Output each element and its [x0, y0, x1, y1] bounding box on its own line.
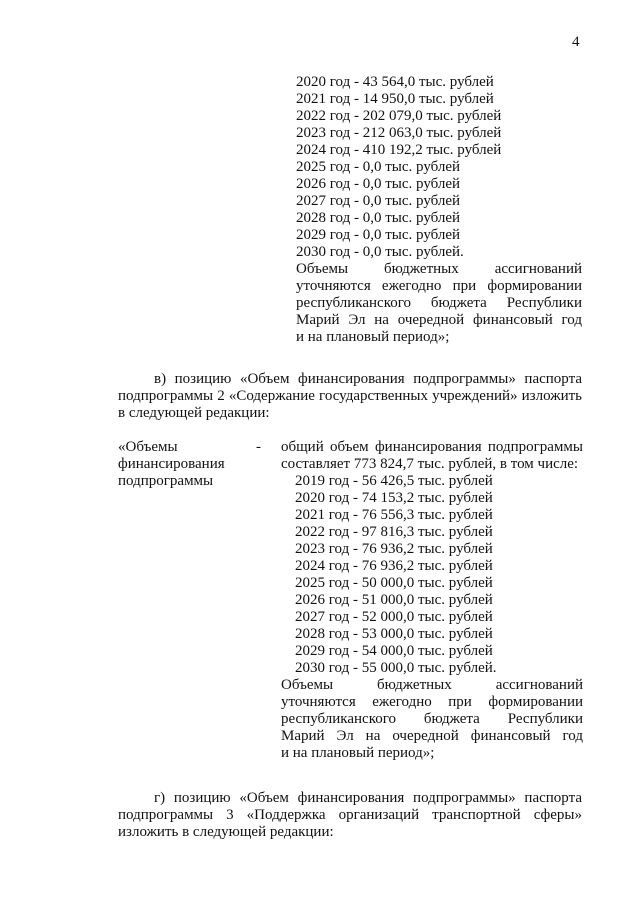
yearly-volumes-list: [281, 473, 583, 677]
year-volume-line: 2020 год - 74 153,2 тыс. рублей: [295, 490, 493, 506]
budget-note: [281, 677, 583, 762]
note-line: республиканского бюджета Республики: [296, 295, 582, 311]
year-volume-line: 2021 год - 76 556,3 тыс. рублей: [295, 507, 493, 523]
year-volume-line: 2029 год - 54 000,0 тыс. рублей: [295, 643, 493, 659]
note-line: уточняются ежегодно при формировании: [281, 694, 583, 710]
year-volume-line: 2025 год - 0,0 тыс. рублей: [296, 159, 461, 175]
year-volume-line: 2024 год - 76 936,2 тыс. рублей: [295, 558, 493, 574]
funding-block: [281, 439, 583, 762]
note-line: республиканского бюджета Республики: [281, 711, 583, 727]
note-line: и на плановый период»;: [281, 745, 435, 761]
year-volume-line: 2027 год - 52 000,0 тыс. рублей: [295, 609, 493, 625]
label-line: финансирования: [118, 456, 225, 472]
paragraph-line: в следующей редакции:: [118, 405, 270, 421]
paragraph-line: г) позицию «Объем финансирования подпрограммы» паспорта: [154, 790, 582, 806]
label-line: подпрограммы: [118, 473, 214, 489]
year-volume-line: 2026 год - 51 000,0 тыс. рублей: [295, 592, 493, 608]
note-line: уточняются ежегодно при формировании: [296, 278, 582, 294]
year-volume-line: 2023 год - 212 063,0 тыс. рублей: [296, 125, 502, 141]
year-volume-line: 2030 год - 0,0 тыс. рублей.: [296, 244, 464, 260]
funding-label: [118, 439, 268, 490]
budget-note: [296, 261, 582, 346]
year-volume-line: 2028 год - 0,0 тыс. рублей: [296, 210, 461, 226]
page-number: 4: [572, 34, 580, 50]
year-volume-line: 2030 год - 55 000,0 тыс. рублей.: [295, 660, 497, 676]
year-volume-line: 2025 год - 50 000,0 тыс. рублей: [295, 575, 493, 591]
label-dash: -: [256, 439, 261, 455]
label-line: «Объемы: [118, 439, 178, 455]
paragraph-line: подпрограммы 2 «Содержание государственных учреждений» изложить: [118, 388, 582, 404]
funding-intro: [281, 439, 583, 473]
year-volume-line: 2029 год - 0,0 тыс. рублей: [296, 227, 461, 243]
year-volume-line: 2026 год - 0,0 тыс. рублей: [296, 176, 461, 192]
yearly-volumes-list: [296, 74, 582, 261]
year-volume-line: 2028 год - 53 000,0 тыс. рублей: [295, 626, 493, 642]
note-line: Объемы бюджетных ассигнований: [296, 261, 582, 277]
funding-block-continued: [296, 74, 582, 346]
note-line: Марий Эл на очередной финансовый год: [296, 312, 582, 328]
note-line: Объемы бюджетных ассигнований: [281, 677, 583, 693]
paragraph-v: [118, 371, 582, 422]
paragraph-line: подпрограммы 3 «Поддержка организаций транспортной сферы»: [118, 807, 582, 823]
year-volume-line: 2020 год - 43 564,0 тыс. рублей: [296, 74, 494, 90]
paragraph-line: изложить в следующей редакции:: [118, 824, 334, 840]
year-volume-line: 2019 год - 56 426,5 тыс. рублей: [295, 473, 493, 489]
note-line: и на плановый период»;: [296, 329, 450, 345]
intro-line: составляет 773 824,7 тыс. рублей, в том числе:: [281, 456, 579, 472]
intro-line: общий объем финансирования подпрограммы: [281, 439, 583, 455]
paragraph-g: [118, 790, 582, 841]
year-volume-line: 2023 год - 76 936,2 тыс. рублей: [295, 541, 493, 557]
year-volume-line: 2021 год - 14 950,0 тыс. рублей: [296, 91, 494, 107]
year-volume-line: 2027 год - 0,0 тыс. рублей: [296, 193, 461, 209]
note-line: Марий Эл на очередной финансовый год: [281, 728, 583, 744]
year-volume-line: 2022 год - 97 816,3 тыс. рублей: [295, 524, 493, 540]
year-volume-line: 2022 год - 202 079,0 тыс. рублей: [296, 108, 502, 124]
year-volume-line: 2024 год - 410 192,2 тыс. рублей: [296, 142, 502, 158]
paragraph-line: в) позицию «Объем финансирования подпрограммы» паспорта: [154, 371, 582, 387]
